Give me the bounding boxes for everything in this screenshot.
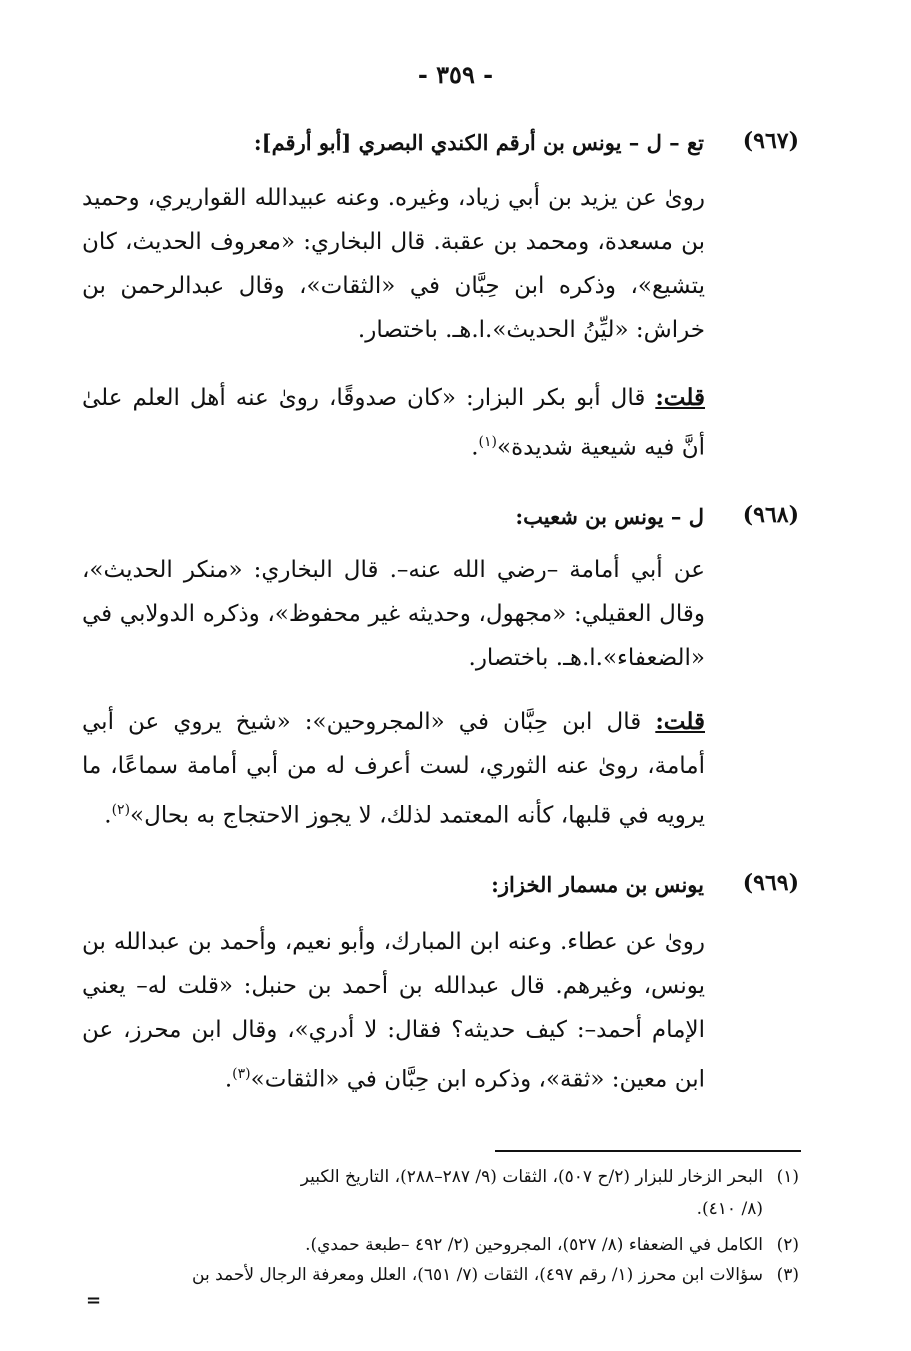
entry-body-text: روىٰ عن عطاء. وعنه ابن المبارك، وأبو نعيم، وأحمد بن عبدالله بن يونس، وغيرهم. قال عبدالله بن أحمد بن حنبل: «قلت له– يعني الإمام أحمد–: كيف حديثه؟ فقال: لا أدري»، وقال ابن محرز، عن ابن معين: «ثقة»، وذكره ابن حِبَّان في «الثقات» bbox=[82, 929, 705, 1093]
footnote-ref[interactable]: (١) bbox=[478, 434, 497, 450]
entry-body: عن أبي أمامة –رضي الله عنه–. قال البخاري: «منكر الحديث»، وقال العقيلي: «مجهول، وحديثه غير محفوظ»، وذكره الدولابي في «الضعفاء».ا.هـ. باختصار. bbox=[82, 557, 705, 671]
footnote-text: الكامل في الضعفاء (٨/ ٥٢٧)، المجروحين (٢/ ٤٩٢ –طبعة حمدي). bbox=[305, 1235, 763, 1255]
entry-heading: تع – ل – يونس بن أرقم الكندي البصري [أبو أرقم]: bbox=[253, 130, 704, 155]
entry-body: روىٰ عن يزيد بن أبي زياد، وغيره. وعنه عبيدالله القواريري، وحميد بن مسعدة، ومحمد بن عقبة. قال البخاري: «معروف الحديث، كان يتشيع»، وذكره ابن حِبَّان في «الثقات»، وقال عبدالرحمن بن خراش: «ليِّنُ الحديث».ا.هـ. باختصار. bbox=[82, 185, 705, 343]
footnote-ref[interactable]: (٢) bbox=[111, 802, 131, 818]
note-label: قلت: bbox=[655, 384, 705, 411]
footnote-continuation: (٨/ ٤١٠). bbox=[696, 1199, 763, 1219]
footnote bbox=[82, 1262, 799, 1288]
footnote-ref[interactable]: (٣) bbox=[232, 1066, 251, 1082]
footnote-number: (٣) bbox=[776, 1265, 799, 1285]
entry-heading: ل – يونس بن شعيب: bbox=[515, 504, 704, 529]
entry-note bbox=[82, 376, 705, 470]
note-text: قال أبو بكر البزار: «كان صدوقًا، روىٰ عنه أهل العلم علىٰ أنَّ فيه شيعية شديدة» bbox=[82, 385, 705, 461]
page-number: - ٣٥٩ - bbox=[417, 60, 494, 89]
note-text: قال ابن حِبَّان في «المجروحين»: «شيخ يروي عن أبي أمامة، روىٰ عنه الثوري، لست أعرف له من أبي أمامة سماعًا، ما يرويه في قلبها، كأنه المعتمد لذلك، لا يجوز الاحتجاج به بحال» bbox=[82, 709, 705, 829]
continuation-mark: = bbox=[86, 1290, 102, 1311]
entry-note bbox=[82, 700, 705, 838]
footnote-number: (٢) bbox=[776, 1235, 799, 1255]
footnote bbox=[82, 1164, 799, 1190]
entry-heading: يونس بن مسمار الخزاز: bbox=[491, 872, 704, 897]
footnote bbox=[82, 1232, 799, 1258]
note-end: . bbox=[104, 802, 112, 829]
footnote-separator bbox=[495, 1150, 801, 1152]
body-end: . bbox=[224, 1066, 233, 1093]
footnote-text: سؤالات ابن محرز (١/ رقم ٤٩٧)، الثقات (٧/ ٦٥١)، العلل ومعرفة الرجال لأحمد بن bbox=[192, 1265, 763, 1285]
note-end: . bbox=[471, 434, 479, 461]
entry-number: (٩٦٨) bbox=[742, 502, 799, 528]
footnote-number: (١) bbox=[776, 1167, 799, 1187]
entry-number: (٩٦٧) bbox=[742, 128, 799, 154]
entry-number: (٩٦٩) bbox=[742, 870, 799, 896]
note-label: قلت: bbox=[655, 708, 705, 735]
footnote-text: البحر الزخار للبزار (٢/ح ٥٠٧)، الثقات (٩/ ٢٨٧–٢٨٨)، التاريخ الكبير bbox=[300, 1167, 763, 1187]
entry-body bbox=[82, 920, 705, 1102]
